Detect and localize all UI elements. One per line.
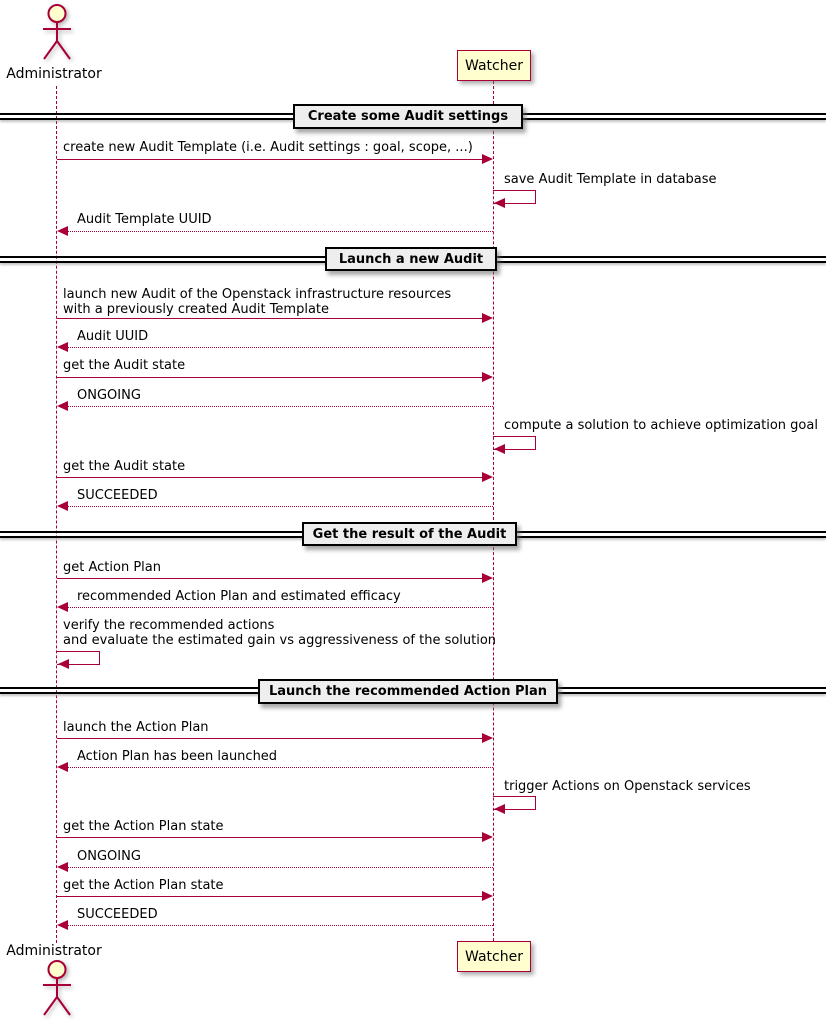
lifeline-administrator [56, 86, 57, 943]
message-text: save Audit Template in database [504, 172, 717, 187]
administrator-actor-icon [36, 3, 78, 62]
arrowhead-left-icon [57, 862, 68, 872]
divider-label: Launch the recommended Action Plan [268, 684, 547, 699]
message-text: Audit UUID [77, 329, 149, 344]
watcher-participant-box-bottom [457, 941, 531, 972]
arrowhead-left-icon [494, 198, 505, 208]
section-divider-create-audit-settings [293, 104, 523, 129]
message-text: create new Audit Template (i.e. Audit settings : goal, scope, ...) [63, 140, 473, 155]
message-arrow [57, 738, 483, 739]
message-text-line: verify the recommended actions [63, 618, 275, 633]
arrowhead-right-icon [482, 313, 493, 323]
message-text: ONGOING [77, 849, 141, 864]
message-text: ONGOING [77, 388, 141, 403]
divider-label: Get the result of the Audit [312, 526, 507, 542]
arrowhead-left-icon [58, 659, 69, 669]
message-text-line: and evaluate the estimated gain vs aggressiveness of the solution [63, 633, 497, 648]
section-divider-launch-action-plan [258, 679, 558, 704]
arrowhead-right-icon [482, 733, 493, 743]
administrator-label-top: Administrator [6, 66, 102, 82]
message-arrow [57, 477, 483, 478]
message-text-line: launch new Audit of the Openstack infrastructure resources [63, 287, 452, 302]
arrowhead-left-icon [494, 804, 505, 814]
arrowhead-left-icon [494, 444, 505, 454]
message-arrow [57, 159, 483, 160]
arrowhead-left-icon [57, 342, 68, 352]
message-text: SUCCEEDED [77, 488, 158, 503]
message-text-line: with a previously created Audit Template [63, 302, 330, 317]
message-arrow-dotted [66, 867, 493, 868]
message-text: compute a solution to achieve optimization goal [504, 418, 818, 433]
arrowhead-right-icon [482, 832, 493, 842]
message-text: get the Action Plan state [63, 878, 224, 893]
arrowhead-left-icon [57, 602, 68, 612]
message-arrow-dotted [66, 231, 493, 232]
arrowhead-right-icon [482, 372, 493, 382]
message-text: get Action Plan [63, 560, 161, 575]
message-arrow-dotted [66, 607, 493, 608]
message-text: Audit Template UUID [77, 212, 212, 227]
message-text [63, 618, 496, 648]
divider-label: Launch a new Audit [338, 251, 484, 267]
watcher-label-top: Watcher [465, 57, 523, 74]
administrator-label-bottom: Administrator [6, 943, 102, 959]
arrowhead-left-icon [57, 920, 68, 930]
message-text: SUCCEEDED [77, 907, 158, 922]
message-arrow-dotted [66, 406, 493, 407]
arrowhead-left-icon [57, 762, 68, 772]
message-arrow-dotted [66, 767, 493, 768]
arrowhead-right-icon [482, 154, 493, 164]
message-text: Action Plan has been launched [77, 749, 278, 764]
arrowhead-left-icon [57, 501, 68, 511]
message-text: recommended Action Plan and estimated efficacy [77, 589, 401, 604]
message-arrow-dotted [66, 506, 493, 507]
message-arrow [57, 318, 483, 319]
arrowhead-left-icon [57, 401, 68, 411]
message-arrow-dotted [66, 347, 493, 348]
arrowhead-right-icon [482, 472, 493, 482]
message-arrow-dotted [66, 925, 493, 926]
arrowhead-right-icon [482, 891, 493, 901]
divider-label: Create some Audit settings [307, 109, 509, 124]
message-text: trigger Actions on Openstack services [504, 779, 751, 794]
message-text: launch the Action Plan [63, 720, 209, 735]
watcher-label-bottom: Watcher [465, 948, 523, 965]
administrator-actor-icon [36, 959, 78, 1018]
section-divider-get-result [302, 522, 517, 546]
message-text [63, 287, 451, 317]
message-arrow [57, 377, 483, 378]
section-divider-launch-new-audit [325, 247, 497, 271]
arrowhead-left-icon [57, 226, 68, 236]
message-arrow [57, 896, 483, 897]
message-text: get the Audit state [63, 358, 186, 373]
message-arrow [57, 837, 483, 838]
message-arrow [57, 578, 483, 579]
watcher-participant-box-top [457, 50, 531, 81]
message-text: get the Audit state [63, 459, 186, 474]
arrowhead-right-icon [482, 573, 493, 583]
message-text: get the Action Plan state [63, 819, 224, 834]
